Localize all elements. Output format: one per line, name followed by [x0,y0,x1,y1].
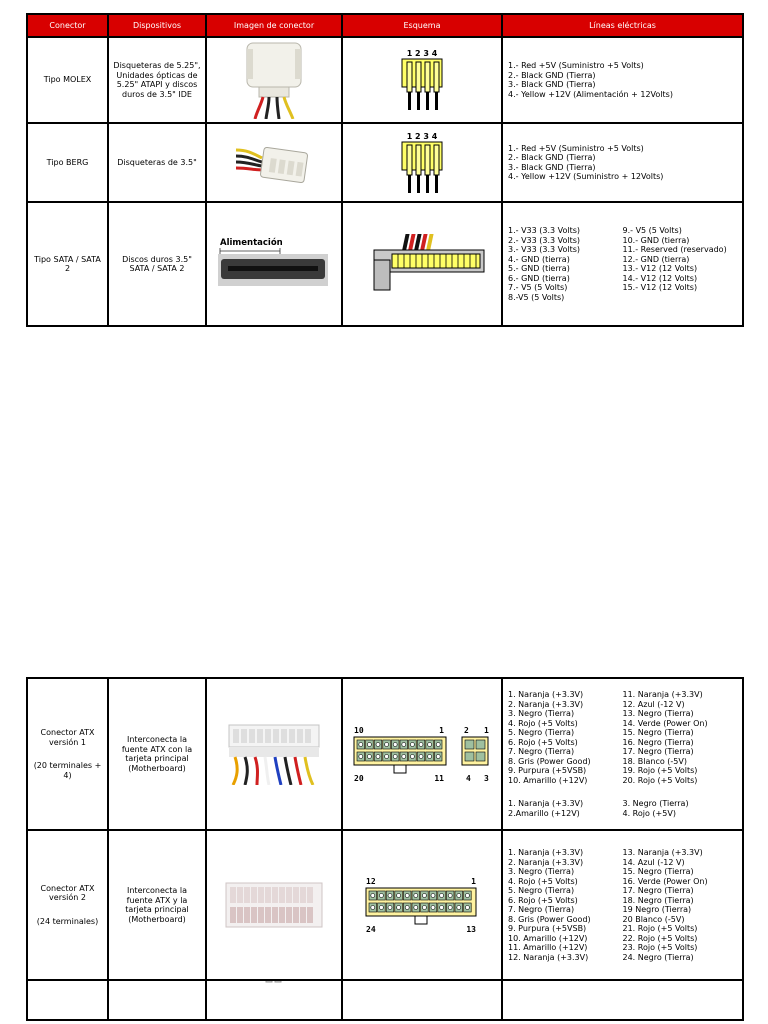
pin-hole [367,743,371,747]
atx2-devices: Interconecta la fuente ATX y la tarjeta principal (Motherboard) [108,830,206,980]
berg-devices: Disqueteras de 3.5" [108,123,206,202]
header-dispositivos: Dispositivos [108,14,206,37]
pin-hole [422,894,426,898]
atx2-line: 7. Negro (Tierra) [508,905,575,914]
atx1-extra-line: 2.Amarillo (+12V) [508,808,580,818]
atx2-connector-image [206,830,342,980]
atx2-line: 2. Naranja (+3.3V) [508,857,584,867]
sata-image-caption: Alimentación [220,238,283,248]
pin-hole [371,906,375,910]
atx2-line: 3. Negro (Tierra) [508,867,575,876]
table-row-atx2 [27,830,743,980]
atx2-label-tr: 1 [471,877,476,886]
pin-hole [388,894,392,898]
sata-line: 8.-V5 (5 Volts) [508,292,565,302]
sata-line: 2.- V33 (3.3 Volts) [508,235,581,245]
molex-connector-image [206,37,342,123]
sata-connector-picture [218,236,330,292]
pin-hole [367,755,371,759]
pin-hole [440,894,444,898]
table-header-row [27,14,743,37]
atx2-schema [342,830,502,980]
sata-lines [502,202,743,326]
atx2-line: 15. Negro (Tierra) [622,867,694,876]
pin-hole [402,743,406,747]
atx2-line: 16. Verde (Power On) [622,876,708,886]
atx1-line: 8. Gris (Power Good) [508,756,591,766]
atx1-line: 15. Negro (Tierra) [622,728,694,737]
pin-hole [457,906,461,910]
berg-line: 1.- Red +5V (Suministro +5 Volts) [508,143,644,153]
sata-line: 13.- V12 (12 Volts) [622,264,698,273]
atx2-label-bl: 24 [366,925,376,934]
header-conector: Conector [27,14,108,37]
atx1-label-s-tl: 2 [464,726,469,735]
atx2-line: 20 Blanco (-5V) [622,914,685,924]
pin-hole [465,906,469,910]
atx1-label-s-tr: 1 [484,726,489,735]
header-esquema: Esquema [342,14,502,37]
pin-hole [397,906,401,910]
atx2-line: 19 Negro (Tierra) [622,905,692,914]
atx1-name: Conector ATX versión 1 [40,728,95,747]
sata-line: 14.- V12 (12 Volts) [622,273,698,283]
pin-hole [379,906,383,910]
pin-hole [379,894,383,898]
atx1-terminals: (20 terminales + 4) [33,761,102,780]
atx2-lines-right [623,848,738,962]
sata-line: 6.- GND (tierra) [508,273,570,283]
sata-line: 9.- V5 (5 Volts) [622,226,682,235]
atx1-line: 17. Negro (Tierra) [622,747,694,756]
pin-hole [405,894,409,898]
atx2-line: 5. Negro (Tierra) [508,886,575,895]
sata-line: 7.- V5 (5 Volts) [508,283,568,292]
atx1-line: 5. Negro (Tierra) [508,728,575,737]
pin-hole [402,755,406,759]
atx1-line: 7. Negro (Tierra) [508,747,575,756]
atx1-extra-right [623,799,738,818]
molex-lines [502,37,743,123]
atx1-line: 2. Naranja (+3.3V) [508,699,584,709]
sata-line: 10.- GND (tierra) [622,235,690,245]
next-connector-image [206,980,342,1020]
atx1-extra-line: 1. Naranja (+3.3V) [508,799,584,808]
sata-line: 4.- GND (tierra) [508,254,570,264]
atx1-lines-left [508,690,623,785]
atx2-lines [502,830,743,980]
atx2-name: Conector ATX versión 2 [40,883,95,903]
berg-line: 2.- Black GND (Tierra) [508,153,596,162]
atx1-connector-picture [227,723,321,785]
atx1-line: 14. Verde (Power On) [622,718,708,728]
atx1-lines [502,678,743,830]
sata-connector-image [206,202,342,326]
pin-hole [376,755,380,759]
pin-hole [414,894,418,898]
atx1-schema-diagram [352,725,492,783]
atx1-line: 6. Rojo (+5 Volts) [508,737,578,747]
next-schema-cell [342,980,502,1020]
pin-hole [388,906,392,910]
berg-line: 4.- Yellow +12V (Suministro + 12Volts) [508,172,664,181]
atx2-lines-left [508,848,623,962]
sata-line: 15.- V12 (12 Volts) [622,283,698,292]
sata-line: 5.- GND (tierra) [508,264,570,273]
pin-hole [457,894,461,898]
pin-hole [428,755,432,759]
atx1-lines-right [623,690,738,785]
atx2-schema-diagram [364,876,480,934]
atx2-line: 8. Gris (Power Good) [508,914,591,924]
berg-schema [342,123,502,202]
next-lines-cell [502,980,743,1020]
sata-devices: Discos duros 3.5" SATA / SATA 2 [108,202,206,326]
atx1-line: 16. Negro (Tierra) [622,737,694,747]
pin-hole [419,755,423,759]
molex-name: Tipo MOLEX [27,37,108,123]
pin-hole [414,906,418,910]
pin-hole [359,755,363,759]
pin-hole [385,755,389,759]
pin-hole [431,906,435,910]
atx1-label-s-bl: 4 [466,774,471,783]
atx1-label-bl: 20 [354,774,364,783]
atx1-connector-image [206,678,342,830]
atx1-devices: Interconecta la fuente ATX con la tarjeta principal (Motherboard) [108,678,206,830]
berg-lines [502,123,743,202]
atx1-line: 19. Rojo (+5 Volts) [622,766,698,775]
molex-line: 3.- Black GND (Tierra) [508,80,596,89]
atx1-name-cell [27,678,108,830]
atx1-line: 20. Rojo (+5 Volts) [622,775,698,785]
sata-name: Tipo SATA / SATA 2 [27,202,108,326]
pin-hole [393,755,397,759]
atx2-line: 9. Purpura (+5VSB) [508,924,587,933]
berg-connector-image [206,123,342,202]
atx1-extra-line: 4. Rojo (+5V) [622,808,676,818]
pin-hole [465,894,469,898]
atx1-line: 13. Negro (Tierra) [622,709,694,718]
next-connector-picture [264,980,284,986]
berg-line: 3.- Black GND (Tierra) [508,162,596,172]
pin-hole [410,743,414,747]
sata-line: 3.- V33 (3.3 Volts) [508,245,581,254]
connectors-table-1 [26,13,744,327]
pin-hole [448,906,452,910]
berg-name: Tipo BERG [27,123,108,202]
atx2-line: 6. Rojo (+5 Volts) [508,895,578,905]
atx2-line: 13. Naranja (+3.3V) [622,848,703,857]
pin-hole [397,894,401,898]
atx1-line: 1. Naranja (+3.3V) [508,690,584,699]
atx1-line: 12. Azul (-12 V) [622,699,685,709]
atx1-label-tl: 10 [354,726,364,735]
atx2-connector-picture [224,879,324,931]
atx2-line: 10. Amarillo (+12V) [508,933,588,943]
atx2-label-br: 13 [466,925,476,934]
atx2-line: 22. Rojo (+5 Volts) [622,933,698,943]
header-lineas: Líneas eléctricas [502,14,743,37]
table-row-sata [27,202,743,326]
atx1-line: 3. Negro (Tierra) [508,709,575,718]
pin-hole [385,743,389,747]
atx2-name-cell [27,830,108,980]
atx1-line: 11. Naranja (+3.3V) [622,690,703,699]
next-name-cell [27,980,108,1020]
atx1-line: 4. Rojo (+5 Volts) [508,718,578,728]
atx2-line: 1. Naranja (+3.3V) [508,848,584,857]
molex-schema [342,37,502,123]
pin-hole [371,894,375,898]
pin-hole [428,743,432,747]
atx2-line: 4. Rojo (+5 Volts) [508,876,578,886]
pin-hole [436,743,440,747]
atx2-label-tl: 12 [366,877,376,886]
atx1-line: 10. Amarillo (+12V) [508,775,588,785]
next-devices-cell [108,980,206,1020]
atx1-schema [342,678,502,830]
molex-line: 2.- Black GND (Tierra) [508,70,596,80]
pin-hole [440,906,444,910]
pin-hole [359,743,363,747]
pin-hole [431,894,435,898]
berg-schema-diagram [400,131,444,195]
atx2-line: 18. Negro (Tierra) [622,895,694,905]
pin-hole [410,755,414,759]
pin-hole [422,906,426,910]
sata-lines-right [623,226,738,302]
atx1-line: 18. Blanco (-5V) [622,756,687,766]
atx2-line: 11. Amarillo (+12V) [508,943,588,952]
atx2-line: 17. Negro (Tierra) [622,886,694,895]
sata-line: 12.- GND (tierra) [622,254,690,264]
molex-pin-labels: 1 2 3 4 [406,49,438,58]
atx2-line: 12. Naranja (+3.3V) [508,952,589,962]
sata-schema-diagram [358,232,486,296]
sata-schema [342,202,502,326]
pin-hole [419,743,423,747]
table-row-next [27,980,743,1020]
atx1-extra-line: 3. Negro (Tierra) [622,799,689,808]
atx2-line: 23. Rojo (+5 Volts) [622,943,698,952]
berg-pin-labels: 1 2 3 4 [406,131,438,141]
molex-schema-diagram [400,48,444,112]
pin-hole [393,743,397,747]
pin-hole [448,894,452,898]
pin-hole [376,743,380,747]
molex-devices: Disqueteras de 5.25", Unidades ópticas de 5.25" ATAPI y discos duros de 3.5" IDE [108,37,206,123]
sata-lines-left [508,226,623,302]
atx1-line: 9. Purpura (+5VSB) [508,766,587,775]
pin-hole [436,755,440,759]
berg-connector-picture [236,138,312,188]
atx1-extra-left [508,799,623,818]
atx1-label-s-br: 3 [484,774,489,783]
atx2-line: 14. Azul (-12 V) [622,857,685,867]
header-imagen: Imagen de conector [206,14,342,37]
atx1-label-br: 11 [434,774,444,783]
connectors-table-2 [26,677,744,1021]
molex-line: 4.- Yellow +12V (Alimentación + 12Volts) [508,89,673,99]
table-row-berg [27,123,743,202]
molex-connector-picture [239,41,309,119]
atx2-line: 21. Rojo (+5 Volts) [622,924,698,933]
table-row-molex [27,37,743,123]
table-row-atx1 [27,678,743,830]
atx2-line: 24. Negro (Tierra) [622,952,694,962]
sata-line: 1.- V33 (3.3 Volts) [508,226,581,235]
atx1-label-tr: 1 [439,726,444,735]
molex-line: 1.- Red +5V (Suministro +5 Volts) [508,61,644,70]
pin-hole [405,906,409,910]
atx2-terminals: (24 terminales) [36,916,99,926]
sata-line: 11.- Reserved (reservado) [622,245,727,254]
